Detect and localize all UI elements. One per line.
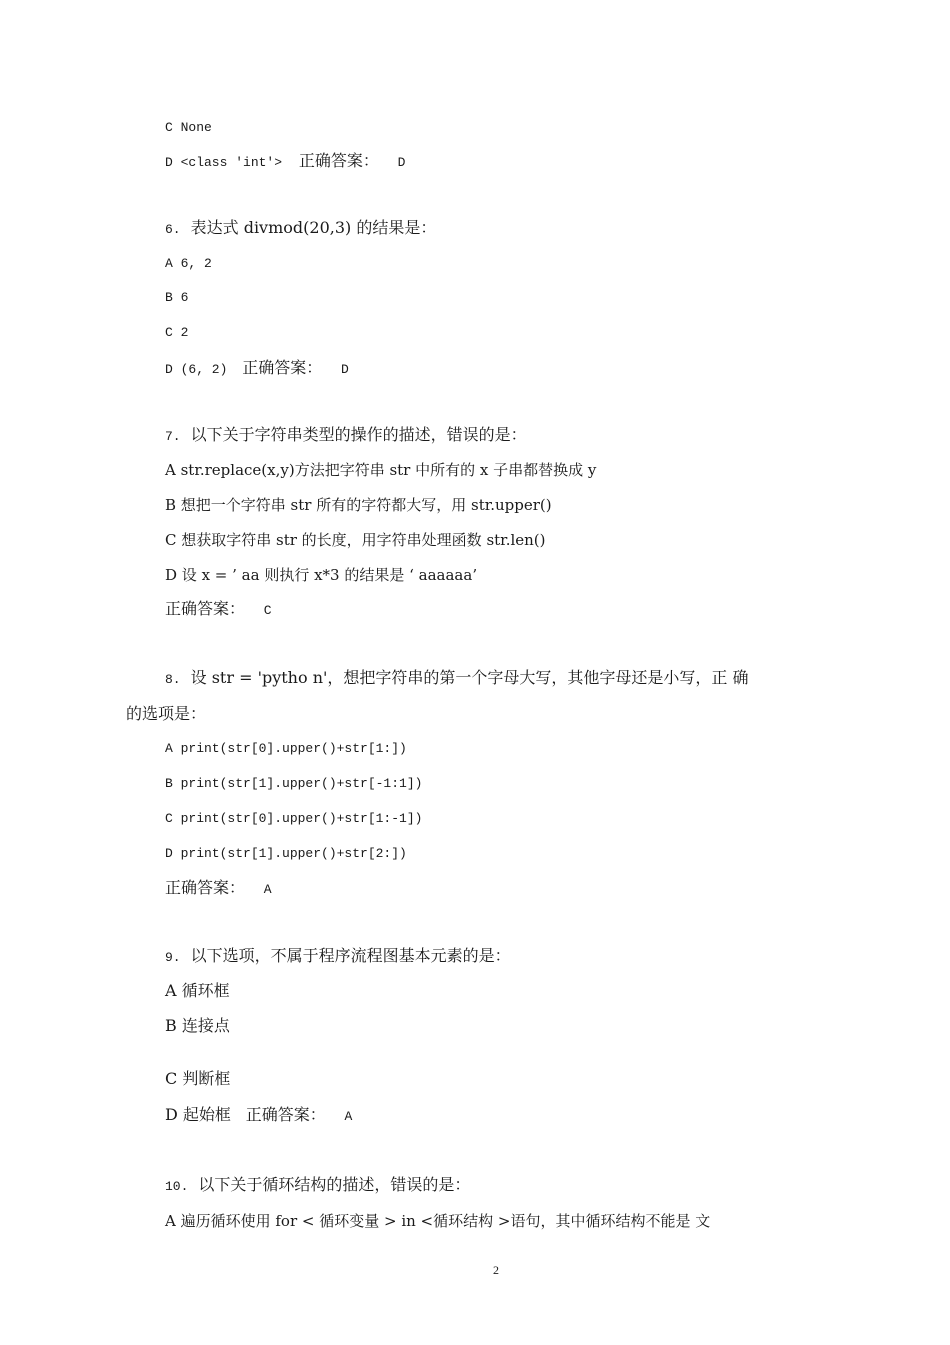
q7-number: 7. (165, 429, 181, 444)
q5-answer: D (397, 155, 406, 170)
q6-text: 表达式 divmod(20,3) 的结果是： (190, 218, 437, 237)
q6-answer: D (341, 362, 349, 377)
q10-text: 以下关于循环结构的描述，错误的是： (198, 1175, 471, 1194)
q6-option-a: A 6, 2 (165, 256, 212, 271)
q7-answer: C (263, 603, 272, 618)
q9-question (165, 946, 511, 968)
q8-answer-label: 正确答案： (165, 878, 246, 897)
q7-option-d: D 设 x = ’ aa 则执行 x*3 的结果是 ‘ aaaaaa’ (165, 566, 478, 584)
q8-question-line1 (165, 668, 749, 690)
q5-option-d: D <class 'int'> (165, 155, 283, 170)
q8-text-line1: 设 str = 'pytho n'，想把字符串的第一个字母大写，其他字母还是小写，正 确 (190, 668, 749, 687)
q9-option-d-with-answer (165, 1105, 352, 1127)
q7-answer-line (165, 599, 272, 621)
q6-option-d-with-answer (165, 358, 349, 380)
q8-option-d: D print(str[1].upper()+str[2:]) (165, 846, 407, 861)
q6-option-c: C 2 (165, 325, 189, 340)
q10-option-a: A 遍历循环使用 for < 循环变量 > in <循环结构 >语句，其中循环结构不能是 文 (165, 1212, 711, 1230)
q9-answer-label: 正确答案： (245, 1105, 326, 1124)
q7-option-b: B 想把一个字符串 str 所有的字符都大写，用 str.upper() (165, 496, 552, 514)
q6-answer-label: 正确答案： (242, 358, 323, 377)
q7-option-a: A str.replace(x,y)方法把字符串 str 中所有的 x 子串都替换成 y (165, 461, 597, 479)
q9-option-c: C 判断框 (165, 1069, 231, 1088)
q8-number: 8. (165, 672, 181, 687)
q10-number: 10. (165, 1179, 189, 1194)
q8-answer-line (165, 878, 272, 900)
q8-option-a: A print(str[0].upper()+str[1:]) (165, 741, 407, 756)
q7-text: 以下关于字符串类型的操作的描述，错误的是： (190, 425, 527, 444)
q7-answer-label: 正确答案： (165, 599, 246, 618)
q8-question-line2: 的选项是： (126, 704, 207, 723)
q7-option-c: C 想获取字符串 str 的长度，用字符串处理函数 str.len() (165, 531, 546, 549)
q9-option-b: B 连接点 (165, 1016, 230, 1035)
q6-option-b: B 6 (165, 290, 189, 305)
q8-answer: A (263, 882, 272, 897)
q5-option-c: C None (165, 120, 212, 135)
q9-number: 9. (165, 950, 181, 965)
q9-text: 以下选项，不属于程序流程图基本元素的是： (190, 946, 511, 965)
q9-answer: A (344, 1109, 353, 1124)
q10-question (165, 1175, 470, 1197)
q8-option-c: C print(str[0].upper()+str[1:-1]) (165, 811, 423, 826)
q6-question (165, 218, 436, 240)
q6-option-d: D (6, 2) (165, 362, 228, 377)
q5-answer-label: 正确答案： (298, 151, 379, 170)
q6-number: 6. (165, 222, 181, 237)
q8-option-b: B print(str[1].upper()+str[-1:1]) (165, 776, 423, 791)
q9-option-a: A 循环框 (165, 981, 230, 1000)
q9-option-d: D 起始框 (165, 1105, 231, 1124)
q5-option-d-with-answer (165, 151, 405, 173)
page-number: 2 (493, 1263, 499, 1277)
q7-question (165, 425, 527, 447)
